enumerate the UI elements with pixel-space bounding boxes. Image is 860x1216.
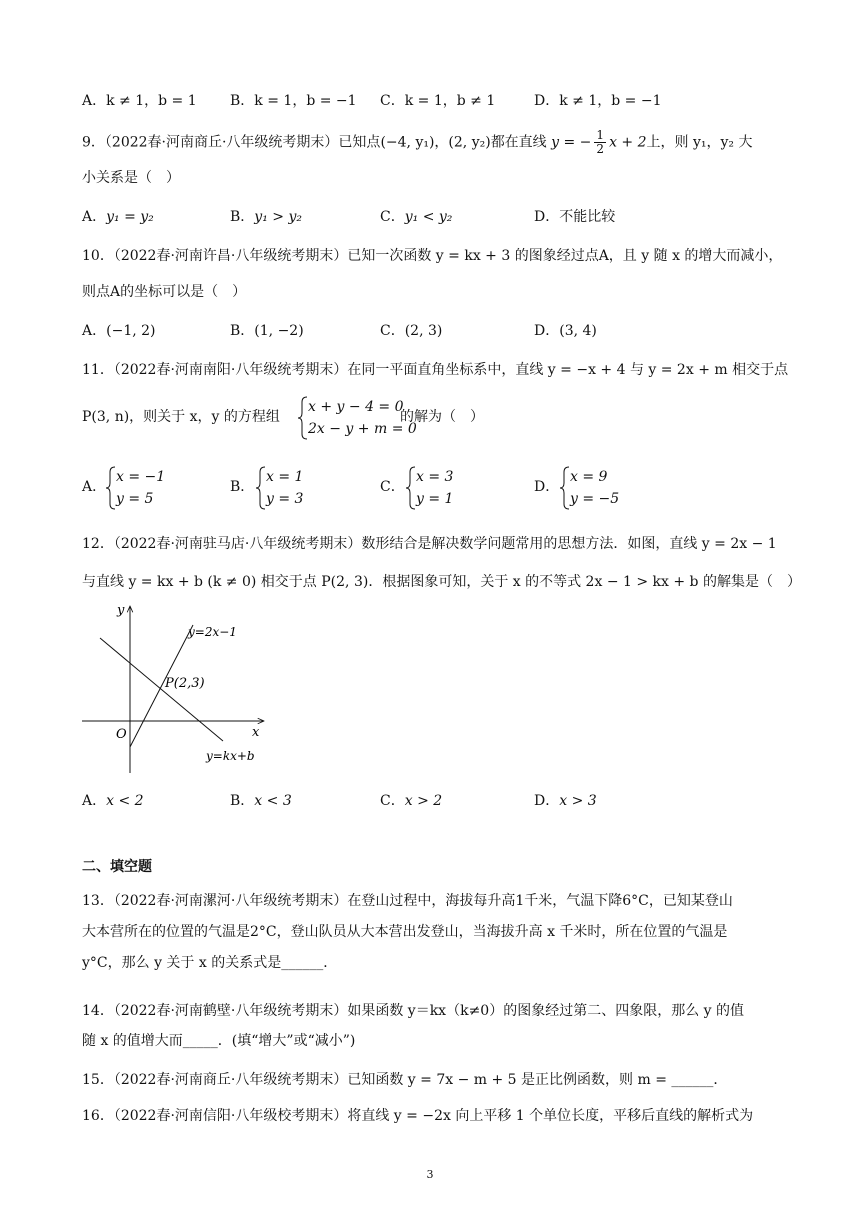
q12-option-a[interactable] [82,790,144,810]
q9-stem: 9．（2022春·河南商丘·八年级统考期末）已知点 [82,134,381,151]
sys-row: x = 1 [266,469,304,485]
option-label: B． [230,479,255,495]
q12-line1: 12．（2022春·河南驻马店·八年级统考期末）数形结合是解决数学问题常用的思想方法．如图，直线 y = 2x − 1 [82,536,777,552]
q15-line1: 15．（2022春·河南商丘·八年级统考期末）已知函数 y = 7x − m + 5 是正比例函数，则 m = ______． [82,1072,728,1088]
option-text: (−1, 2) [106,323,156,339]
option-text: y₁ > y₂ [254,209,302,225]
q9-options [82,206,790,226]
option-text: (1, −2) [254,323,304,339]
brace-icon [106,466,116,516]
option-label: B． [230,93,255,109]
q11-option-b[interactable] [230,476,254,496]
brace-icon [298,396,308,446]
sys-row: y = 1 [416,491,454,507]
q11-line1: 11．（2022春·河南南阳·八年级统考期末）在同一平面直角坐标系中，直线 y = −x + 4 与 y = 2x + m 相交于点 [82,362,789,378]
q11-option-a[interactable] [82,476,106,496]
frac-den: 2 [596,142,605,156]
line1-label: y=2x−1 [188,625,237,639]
q12-option-b[interactable] [230,790,292,810]
y-axis-label: y [117,603,125,618]
option-label: A． [82,209,107,225]
section-title: 二、填空题 [82,859,152,875]
q9-points: (−4, y₁)，(2, y₂) [380,134,491,151]
q16-line1: 16．（2022春·河南信阳·八年级校考期末）将直线 y = −2x 向上平移 1 个单位长度，平移后直线的解析式为 [82,1108,754,1124]
q9-eq-rhs: x + 2 [609,134,647,151]
option-text: x < 2 [106,793,144,809]
q12-option-c[interactable] [380,790,442,810]
q12-option-d[interactable] [534,790,597,810]
q13-line3: y°C，那么 y 关于 x 的关系式是______． [82,955,338,971]
sys-row: x = −1 [116,469,166,485]
q10-line2: 则点A的坐标可以是（ ） [82,284,247,300]
sys-row: 2x − y + m = 0 [308,421,417,437]
q14-line2: 随 x 的值增大而_____．(填“增大”或“减小”) [82,1033,356,1049]
q8-options [82,90,790,110]
option-text: x > 2 [404,793,443,809]
q12-options [82,790,790,810]
option-label: B． [230,793,255,809]
option-text: y₁ < y₂ [404,209,453,225]
q11-options [82,466,790,510]
q11-line2-tail: 的解为（ ） [400,409,484,425]
q12-line2: 与直线 y = kx + b (k ≠ 0) 相交于点 P(2, 3)．根据图象可知，关于 x 的不等式 2x − 1 > kx + b 的解集是（ ） [82,574,801,590]
option-text: k = 1，b = −1 [254,93,357,109]
q9-option-c[interactable] [380,206,452,226]
option-text: y₁ = y₂ [106,209,154,225]
q13-line1: 13．（2022春·河南漯河·八年级统考期末）在登山过程中，海拔每升高1千米，气温下降6°C，已知某登山 [82,893,733,909]
q9-option-b[interactable] [230,206,302,226]
origin-label: O [116,727,127,742]
option-label: D． [534,793,560,809]
q11-option-c[interactable] [380,476,405,496]
q9-option-d[interactable] [534,206,615,226]
sys-row: y = −5 [570,491,620,507]
q10-line1: 10．（2022春·河南许昌·八年级统考期末）已知一次函数 y = kx + 3 的图象经过点A，且 y 随 x 的增大而减小， [82,248,783,264]
option-label: C． [380,93,405,109]
q9-fraction [594,129,606,156]
brace-icon [406,466,416,516]
frac-num: 1 [596,128,605,142]
option-text: 不能比较 [559,209,616,225]
q13-line2: 大本营所在的位置的气温是2°C，登山队员从大本营出发登山，当海拔升高 x 千米时，所在位置的气温是 [82,924,728,940]
brace-icon [256,466,266,516]
sys-row: x = 9 [570,469,608,485]
option-label: C． [380,323,405,339]
q12-graph [80,598,270,778]
q9-mid: 都在直线 [490,134,547,151]
q14-line1: 14．（2022春·河南鹤壁·八年级统考期末）如果函数 y＝kx（k≠0）的图象经过第二、四象限，那么 y 的值 [82,1003,745,1019]
option-label: A． [82,793,107,809]
q8-option-a[interactable] [82,90,197,110]
point-p-label: P(2,3) [165,676,205,691]
q9-eq-lhs: y = − [551,134,592,151]
q10-option-a[interactable] [82,320,156,340]
option-label: C． [380,209,405,225]
option-label: C． [380,793,405,809]
option-label: D． [534,93,560,109]
q11-option-d[interactable] [534,476,559,496]
sys-row: x = 3 [416,469,454,485]
option-label: B． [230,323,255,339]
q11-stem: P(3, n)，则关于 x，y 的方程组 [82,409,280,425]
q10-option-d[interactable] [534,320,597,340]
option-text: k ≠ 1，b = 1 [106,93,197,109]
page-number: 3 [426,1168,434,1181]
option-text: x > 3 [559,793,597,809]
q8-option-c[interactable] [380,90,495,110]
q9-after: 上，则 y₁，y₂ 大 [646,134,753,151]
option-text: x < 3 [254,793,292,809]
q9-line2: 小关系是（ ） [82,170,180,186]
option-label: D． [534,323,560,339]
q11-equation-system [298,396,417,440]
q10-option-b[interactable] [230,320,304,340]
option-label: D． [534,479,560,495]
line2-label: y=kx+b [206,749,255,763]
sys-row: y = 5 [116,491,154,507]
option-label: A． [82,323,107,339]
option-text: (2, 3) [404,323,443,339]
sys-row: x + y − 4 = 0 [308,399,404,415]
option-label: D． [534,209,560,225]
option-label: C． [380,479,405,495]
q10-options [82,320,790,340]
option-text: k ≠ 1，b = −1 [559,93,662,109]
q8-option-b[interactable] [230,90,357,110]
option-label: B． [230,209,255,225]
x-axis-label: x [252,725,260,740]
brace-icon [560,466,570,516]
q8-option-d[interactable] [534,90,662,110]
sys-row: y = 3 [266,491,304,507]
option-text: k = 1，b ≠ 1 [404,93,496,109]
q10-option-c[interactable] [380,320,442,340]
option-label: A． [82,93,107,109]
q9-line1 [82,129,790,156]
option-label: A． [82,479,107,495]
q9-option-a[interactable] [82,206,154,226]
option-text: (3, 4) [559,323,597,339]
